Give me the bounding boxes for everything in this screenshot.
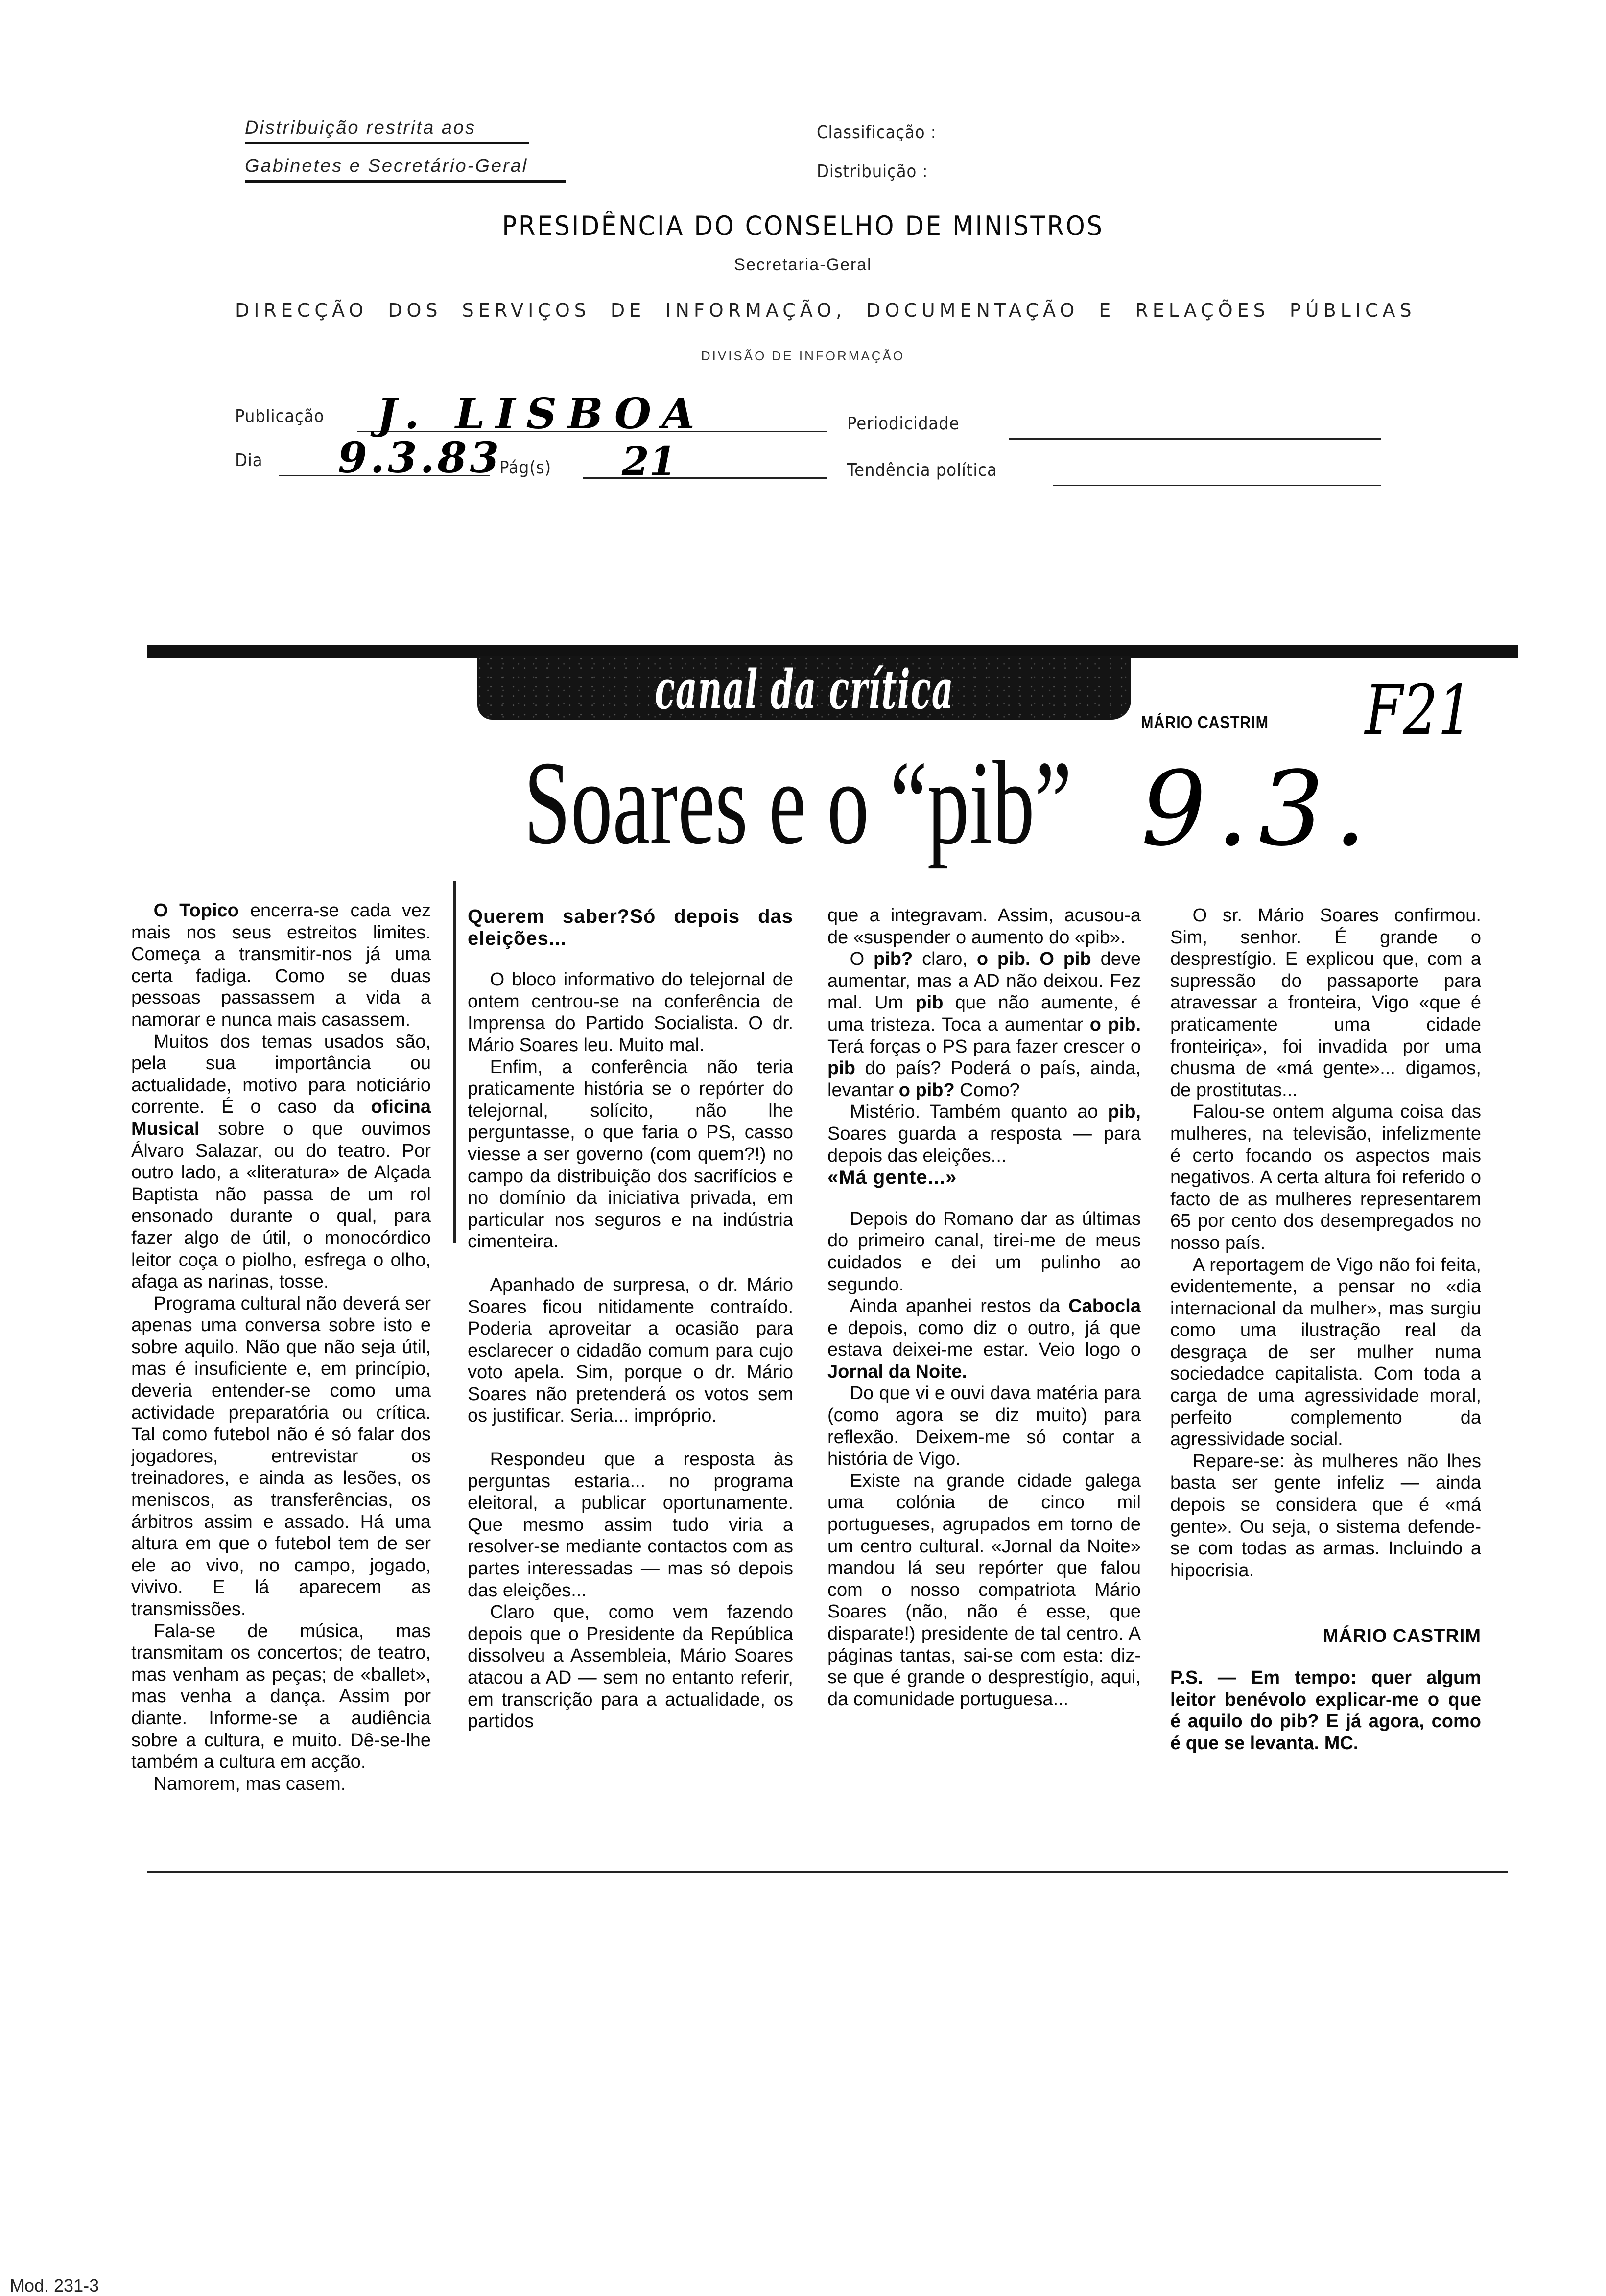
bold-text: O Topico [153, 900, 239, 921]
pages-value: 21 [622, 438, 677, 484]
paragraph [1170, 905, 1481, 1101]
text: Terá forças o PS para fazer crescer o [827, 1036, 1141, 1057]
text: Respondeu que a resposta às perguntas estaria... no programa eleitoral, a publicar oportunamente. Que mesmo assim tudo viria a resolver-se mediante contactos com as partes interessadas — mas só depois das eleições... [468, 1449, 793, 1601]
subheading [468, 906, 793, 949]
distribution-restriction-line2: Gabinetes e Secretário-Geral [245, 156, 528, 176]
paragraph [131, 1293, 431, 1620]
tendency-line [1053, 485, 1381, 486]
distribution-label: Distribuição : [817, 162, 928, 182]
periodicity-line [1009, 438, 1381, 440]
publication-label: Publicação [235, 406, 325, 426]
article-bottom-rule [147, 1871, 1508, 1873]
section-banner-text: canal da crítica [654, 658, 954, 720]
text: Repare-se: às mulheres não lhes basta ser gente infeliz — ainda depois se considera que é «má gente». Ou seja, o sistema defende-se com todas as armas. Incluindo a hipocrisia. [1170, 1451, 1481, 1581]
text: Claro que, como vem fazendo depois que o Presidente da República dissolveu a Assembleia, Mário Soares atacou a AD — sem no entanto referir, em transcrição para a actualidade, os partidos [468, 1602, 793, 1732]
bold-text: pib? [874, 949, 913, 970]
section-banner [477, 656, 1131, 720]
day-value: 9.3.83 [338, 433, 502, 483]
distribution-restriction-line1: Distribuição restrita aos [245, 117, 476, 138]
article-column-3 [827, 905, 1141, 1710]
paragraph [131, 900, 431, 1031]
bold-text: o pib. [1089, 1014, 1141, 1035]
bold-text: oficina Musical [131, 1097, 431, 1139]
periodicity-label: Periodicidade [847, 414, 960, 434]
text: Programa cultural não deverá ser apenas uma conversa sobre isto e sobre aquilo. Não que não seja útil, mas é insuficiente e, em princípio, deveria entender-se como uma actividade preparatória ou crítica. Tal como futebol não é só falar dos jogadores, entrevistar os treinadores, e ainda as lesões, os meniscos, as transferências, os árbitros assim e assado. Há uma altura em que o futebol tem de ser ele ao vivo, no campo, jogado, vivivo. E lá aparecem as transmissões. [131, 1293, 431, 1619]
paragraph [827, 1101, 1141, 1167]
text: A reportagem de Vigo não foi feita, evidentemente, a pensar no «dia internacional da mulher», mas surgiu como uma ilustração real da desgraça de ser mulher numa sociedadce capitalista. Com toda a carga de uma agressividade moral, perfeito complemento da agressividade social. [1170, 1254, 1481, 1450]
text: O [850, 949, 874, 970]
text: O sr. Mário Soares confirmou. Sim, senhor. É grande o desprestígio. E explicou que, com a supressão do passaporte para atravessar a fronteira, Vigo «que é praticamente uma cidade fronteiriça», foi invadida por uma chusma de «má gente»... digamos, de prostitutas... [1170, 905, 1481, 1101]
signature: MÁRIO CASTRIM [1323, 1626, 1481, 1647]
paragraph [468, 1274, 793, 1427]
paragraph [1170, 1254, 1481, 1451]
handwritten-annotation-top: F21 [1365, 671, 1473, 750]
bold-text: o pib? [898, 1079, 955, 1101]
bold-text: Jornal da Noite. [827, 1361, 968, 1382]
text: deve aumentar, mas a AD não deixou. Fez mal. Um [827, 949, 1141, 1013]
text: do país? Poderá o país, ainda, levantar [827, 1058, 1141, 1101]
bold-text: pib [915, 992, 944, 1013]
article-column-4 [1170, 905, 1481, 1754]
text: Namorem, mas casem. [153, 1773, 346, 1794]
byline-top: MÁRIO CASTRIM [1141, 712, 1269, 732]
text: Mistério. Também quanto ao [850, 1101, 1108, 1123]
org-subtitle: Secretaria-Geral [734, 256, 872, 274]
underline [245, 180, 566, 183]
text: Soares guarda a resposta — para depois das eleições... [827, 1123, 1141, 1166]
underline [245, 142, 529, 144]
paragraph [468, 969, 793, 1056]
bold-text: o pib. O pib [976, 949, 1091, 970]
publication-value: J. LISBOA [377, 389, 706, 439]
paragraph [827, 1295, 1141, 1382]
text: encerra-se cada vez mais nos seus estreitos limites. Começa a transmitir-nos já uma certa fadiga. Como se duas pessoas passassem a vida a namorar e nunca mais casassem. [131, 900, 431, 1030]
directorate-name: DIRECÇÃO DOS SERVIÇOS DE INFORMAÇÃO, DOCUMENTAÇÃO E RELAÇÕES PÚBLICAS [235, 300, 1416, 321]
article-column-2 [468, 906, 793, 1733]
bold-text: pib, [1108, 1101, 1141, 1123]
paragraph [1170, 1451, 1481, 1582]
text: Enfim, a conferência não teria praticamente história se o repórter do telejornal, solícito, não lhe perguntasse, o que faria o PS, casso viesse a ser governo (com quem?!) no campo da distribuição dos sacrifícios e no domínio da iniciativa privada, em particular nos seguros e na indústria cimenteira. [468, 1056, 793, 1252]
text: Depois do Romano dar as últimas do primeiro canal, tirei-me de meus cuidados e dei um pulinho ao segundo. [827, 1208, 1141, 1295]
text: Fala-se de música, mas transmitam os concertos; de teatro, mas venham as peças; de «ballet», mas venha a dança. Assim por diante. Informe-se a audiência sobre a cultura, e muito. Dê-se-lhe também a cultura em acção. [131, 1620, 431, 1773]
column-4-body [1170, 905, 1481, 1581]
paragraph [131, 1031, 431, 1293]
text: Existe na grande cidade galega uma colónia de cinco mil portugueses, agrupados em torno de um centro cultural. «Jornal da Noite» mandou lá seu repórter que falou com o nosso compatriota Mário Soares (não, não é esse, que disparate!) presidente de tal centro. A páginas tantas, sai-se com esta: diz-se que é grande o desprestígio, aqui, da comunidade portuguesa... [827, 1470, 1141, 1710]
paragraph [827, 905, 1141, 948]
postscript: P.S. — Em tempo: quer algum leitor benévolo explicar-me o que é aquilo do pib? E já agora, como é que se levanta. MC. [1170, 1667, 1481, 1754]
text: que não aumente, é uma tristeza. Toca a aumentar [827, 992, 1141, 1035]
tendency-label: Tendência política [847, 460, 997, 480]
subheading [827, 1167, 1141, 1189]
headline: Soares e o “pib” [524, 736, 1072, 869]
text: Muitos dos temas usados são, pela sua importância ou actualidade, motivo para noticiário corrente. É o caso da [131, 1031, 431, 1118]
text: Ainda apanhei restos da [850, 1296, 1069, 1317]
text: Apanhado de surpresa, o dr. Mário Soares ficou nitidamente contraído. Poderia aproveitar a ocasião para esclarecer o cidadão comum para cujo voto apela. Sim, porque o dr. Mário Soares não pretenderá os votos sem os justificar. Seria... impróprio. [468, 1274, 793, 1427]
bold-text: pib [827, 1058, 855, 1079]
classification-label: Classificação : [817, 122, 937, 142]
paragraph [468, 1601, 793, 1733]
text: Querem saber?Só depois das eleições... [468, 906, 793, 949]
text: sobre o que ouvimos Álvaro Salazar, ou do teatro. Por outro lado, a «literatura» de Alçada Baptista não passa de um rol ensonado durante o qual, para fazer algo de útil, o monocórdico leitor coça o piolho, esfrega o olho, afaga as narinas, tosse. [131, 1118, 431, 1292]
text: Como? [954, 1079, 1020, 1101]
form-code: Mod. 231-3 [10, 2275, 99, 2296]
paragraph [827, 1470, 1141, 1710]
org-title: PRESIDÊNCIA DO CONSELHO DE MINISTROS [502, 211, 1104, 241]
day-label: Dia [235, 450, 263, 470]
pages-label: Pág(s) [499, 458, 552, 478]
paragraph [131, 1620, 431, 1773]
handwritten-date-annotation: 9.3. [1141, 749, 1376, 869]
paragraph [131, 1773, 431, 1795]
text: claro, [913, 949, 977, 970]
text: que a integravam. Assim, acusou-a de «suspender o aumento do «pib». [827, 905, 1141, 948]
pages-line [583, 477, 827, 479]
paragraph [468, 1449, 793, 1601]
text: «Má gente...» [827, 1167, 957, 1189]
paragraph [827, 1382, 1141, 1470]
division-name: DIVISÃO DE INFORMAÇÃO [701, 349, 905, 363]
text: Falou-se ontem alguma coisa das mulheres, na televisão, infelizmente é certo focando os aspectos mais negativos. A certa altura foi referido o facto de as mulheres representarem 65 por cento dos desempregados no nosso país. [1170, 1101, 1481, 1253]
text: e depois, como diz o outro, já que estava deixei-me estar. Veio logo o [827, 1317, 1141, 1360]
text: Do que vi e ouvi dava matéria para (como agora se diz muito) para reflexão. Deixem-me só contar a história de Vigo. [827, 1383, 1141, 1470]
article-column-1 [131, 900, 431, 1795]
paragraph [468, 1056, 793, 1253]
paragraph [827, 1208, 1141, 1295]
paragraph [1170, 1101, 1481, 1254]
text: O bloco informativo do telejornal de ontem centrou-se na conferência de Imprensa do Partido Socialista. O dr. Mário Soares leu. Muito mal. [468, 969, 793, 1055]
paragraph [827, 948, 1141, 1101]
bold-text: Cabocla [1068, 1296, 1141, 1317]
column-margin-mark [453, 881, 456, 1243]
